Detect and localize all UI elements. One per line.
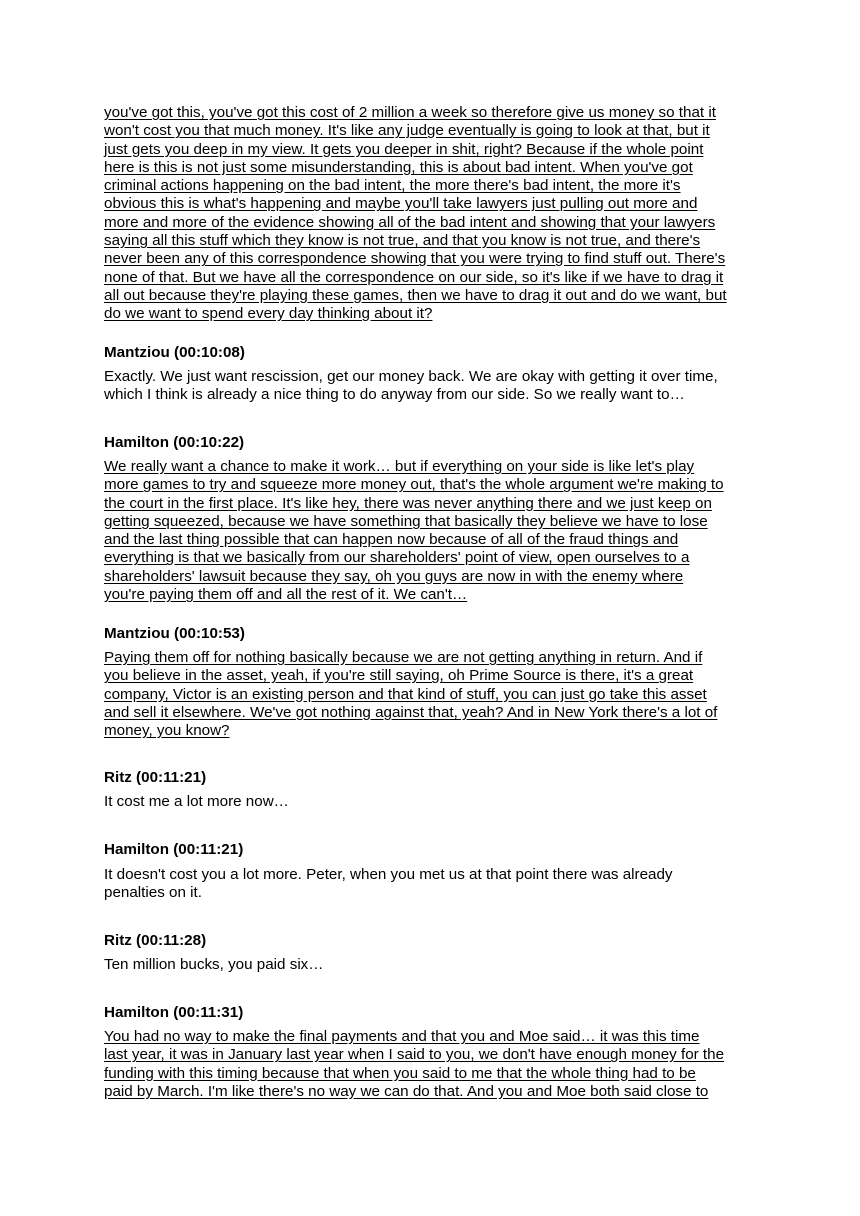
paragraph-line: shareholders' lawsuit because they say, oh you guys are now in with the enemy where [104,567,684,585]
transcript-paragraph [104,956,323,974]
paragraph-line: won't cost you that much money. It's like any judge eventually is going to look at that, but it [104,122,710,140]
paragraph-line: Ten million bucks, you paid six… [104,956,324,973]
paragraph-line: We really want a chance to make it work… but if everything on your side is like let's play [104,458,695,475]
transcript-paragraph [104,866,673,903]
paragraph-line: all out because they're playing these games, then we have to drag it out and do we want, but [104,286,727,304]
speaker-heading: Mantziou (00:10:53) [104,625,245,642]
speaker-heading: Hamilton (00:11:21) [104,841,244,858]
paragraph-line: last year, it was in January last year when I said to you, we don't have enough money for the [104,1046,725,1064]
speaker-heading: Mantziou (00:10:08) [104,344,245,361]
paragraph-line: obvious this is what's happening and maybe you'll take lawyers just pulling out more and [104,195,698,213]
paragraph-line: and sell it elsewhere. We've got nothing against that, yeah? And in New York there's a lot of [104,703,718,721]
paragraph-line: criminal actions happening on the bad intent, the more there's bad intent, the more it's [104,177,681,195]
speaker-heading: Ritz (00:11:21) [104,769,207,786]
paragraph-line: more and more of the evidence showing all of the bad intent and showing that your lawyers [104,213,716,231]
speaker-heading: Ritz (00:11:28) [104,932,207,949]
paragraph-line: none of that. But we have all the correspondence on our side, so it's like if we have to drag it [104,268,724,286]
paragraph-line: you've got this, you've got this cost of 2 million a week so therefore give us money so that it [104,104,716,121]
transcript-paragraph [104,1028,724,1101]
transcript-paragraph [104,649,717,740]
paragraph-line: It doesn't cost you a lot more. Peter, when you met us at that point there was already [104,866,673,883]
transcript-paragraph [104,458,724,604]
paragraph-line: Paying them off for nothing basically because we are not getting anything in return. And if [104,649,703,666]
paragraph-line: the court in the first place. It's like hey, there was never anything there and we just keep on [104,494,712,512]
paragraph-line: which I think is already a nice thing to do anyway from our side. So we really want to… [104,386,685,404]
paragraph-line: everything is that we basically from our shareholders' point of view, open ourselves to a [104,549,690,567]
paragraph-line: saying all this stuff which they know is not true, and that you know is not true, and there's [104,232,701,250]
transcript-paragraph [104,368,718,405]
paragraph-line: Exactly. We just want rescission, get our money back. We are okay with getting it over time, [104,368,718,385]
paragraph-line: more games to try and squeeze more money out, that's the whole argument we're making to [104,476,724,494]
paragraph-line: and the last thing possible that can happen now because of all of the fraud things and [104,531,679,549]
paragraph-line: you're paying them off and all the rest of it. We can't… [104,586,468,604]
paragraph-line: do we want to spend every day thinking about it? [104,305,433,323]
paragraph-line: penalties on it. [104,884,202,902]
paragraph-line: You had no way to make the final payments and that you and Moe said… it was this time [104,1028,700,1045]
paragraph-line: money, you know? [104,722,230,740]
paragraph-line: here is this is not just some misunderstanding, this is about bad intent. When you've got [104,158,693,176]
paragraph-line: you believe in the asset, yeah, if you're still saying, oh Prime Source is there, it's a great [104,667,694,685]
paragraph-line: It cost me a lot more now… [104,793,289,810]
paragraph-line: getting squeezed, because we have something that basically they believe we have to lose [104,512,708,530]
speaker-heading: Hamilton (00:10:22) [104,434,245,451]
paragraph-line: paid by March. I'm like there's no way we can do that. And you and Moe both said close to [104,1082,709,1100]
paragraph-line: just gets you deep in my view. It gets you deeper in shit, right? Because if the whole point [104,140,704,158]
paragraph-line: funding with this timing because that when you said to me that the whole thing had to be [104,1064,696,1082]
transcript-paragraph [104,793,289,811]
paragraph-line: company, Victor is an existing person and that kind of stuff, you can just go take this asset [104,685,707,703]
speaker-heading: Hamilton (00:11:31) [104,1004,244,1021]
paragraph-line: never been any of this correspondence showing that you were trying to find stuff out. There's [104,250,726,268]
transcript-paragraph [104,104,727,324]
